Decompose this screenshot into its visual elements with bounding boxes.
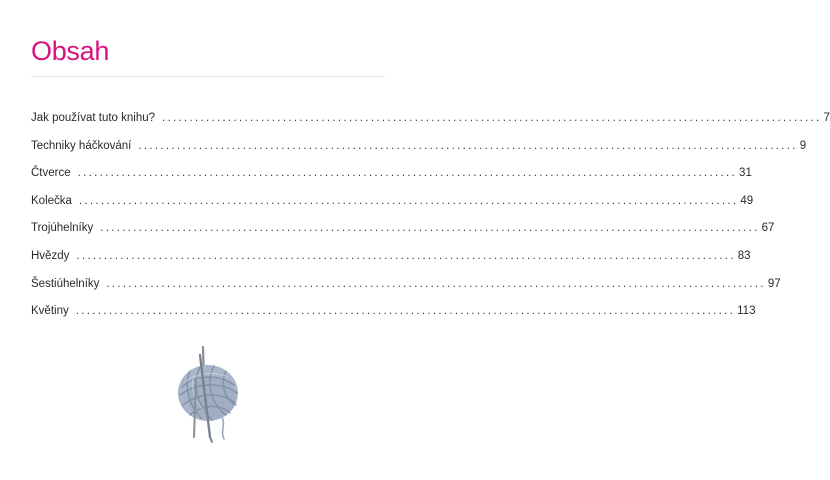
toc-dot-leader: ........................................................................................................................	[138, 139, 798, 152]
toc-entry-label: Jak používat tuto knihu?	[31, 112, 156, 124]
toc-entry-label: Hvězdy	[31, 249, 70, 262]
toc-entry-label: Čtverce	[31, 167, 71, 180]
toc-entry-label: Květiny	[31, 305, 69, 318]
toc-dot-leader: ........................................................................................................................	[106, 277, 766, 290]
toc-dot-leader: ........................................................................................................................	[162, 112, 822, 124]
title-divider	[31, 76, 385, 77]
toc-entry-label: Šestiúhelníky	[31, 277, 100, 290]
toc-entry-page-number: 113	[737, 305, 756, 318]
toc-dot-leader: ........................................................................................................................	[77, 167, 738, 180]
toc-dot-leader: ........................................................................................................................	[75, 305, 736, 318]
toc-entry[interactable]	[31, 167, 752, 187]
page-title: Obsah	[31, 36, 110, 66]
toc-entry-page-number: 9	[799, 139, 807, 152]
toc-entry-label: Techniky háčkování	[31, 139, 132, 152]
toc-dot-leader: ........................................................................................................................	[76, 249, 736, 262]
toc-entry[interactable]	[31, 194, 754, 215]
table-of-contents	[31, 112, 830, 333]
toc-entry[interactable]	[31, 222, 775, 242]
toc-entry-page-number: 83	[737, 249, 751, 262]
toc-dot-leader: ........................................................................................................................	[78, 194, 739, 207]
toc-entry-page-number: 7	[823, 112, 830, 124]
toc-entry-page-number: 67	[761, 222, 775, 235]
toc-entry-page-number: 49	[740, 194, 754, 207]
toc-entry[interactable]	[31, 305, 756, 325]
toc-entry[interactable]	[31, 112, 830, 132]
toc-entry-page-number: 31	[739, 167, 752, 180]
toc-entry-page-number: 97	[767, 277, 781, 290]
yarn-ball-with-needles-icon	[170, 345, 246, 445]
toc-entry[interactable]	[31, 139, 807, 160]
toc-dot-leader: ........................................................................................................................	[100, 222, 760, 235]
toc-entry-label: Trojúhelníky	[31, 222, 94, 235]
toc-entry[interactable]	[31, 277, 781, 298]
toc-entry[interactable]	[31, 249, 751, 270]
toc-entry-label: Kolečka	[31, 194, 72, 207]
